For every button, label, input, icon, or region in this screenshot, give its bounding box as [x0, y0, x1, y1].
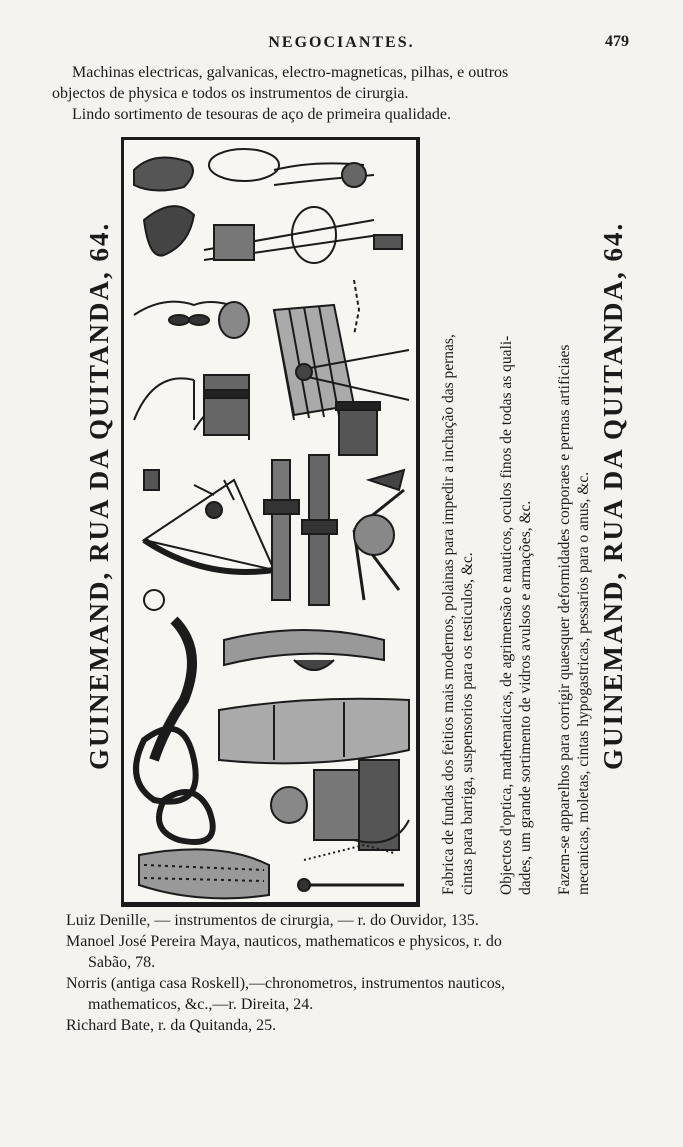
advert-desc-3: [555, 135, 595, 895]
footer-entry-2-line-a: Manoel José Pereira Maya, nauticos, mathematicos e physicos, r. do: [66, 933, 502, 950]
intro-text: [52, 62, 652, 125]
advert-desc-2-line-a: Objectos d'optica, mathematicas, de agrimensão e nauticos, oculos finos de todas as quali-: [498, 335, 515, 895]
advert-name-left: GUINEMAND, RUA DA QUITANDA, 64.: [84, 221, 114, 770]
advert-name-right: GUINEMAND, RUA DA QUITANDA, 64.: [598, 221, 628, 770]
advert-desc-1-line-b: cintas para barriga, suspensorios para os testiculos, &c.: [459, 552, 476, 895]
advert-desc-1: [439, 135, 479, 895]
footer-entry-2-line-b: Sabão, 78.: [88, 954, 156, 971]
footer-entry-3-line-a: Norris (antiga casa Roskell),—chronometros, instrumentos nauticos,: [66, 975, 506, 992]
footer-entry-3-line-b: mathematicos, &c.,—r. Direita, 24.: [88, 996, 314, 1013]
page-header-title: NEGOCIANTES.: [268, 34, 415, 51]
advert-desc-1-line-a: Fabrica de fundas dos feitios mais modernos, polainas para impedir a inchação das pernas,: [440, 334, 457, 895]
advert-desc-2: [497, 135, 537, 895]
advert-desc-3-line-a: Fazem-se apparelhos para corrigir quaesquer deformidades corporaes e pernas artificiaes: [556, 344, 573, 895]
footer-entries: [66, 910, 666, 1036]
intro-line-1: Machinas electricas, galvanicas, electro-magneticas, pilhas, e outros: [72, 64, 509, 81]
footer-entry-1: Luiz Denille, — instrumentos de cirurgia, — r. do Ouvidor, 135.: [66, 912, 479, 929]
intro-line-3: Lindo sortimento de tesouras de aço de primeira qualidade.: [72, 106, 451, 123]
instruments-illustration: [121, 137, 420, 907]
page-number: 479: [605, 33, 629, 50]
advert-desc-3-line-b: mecanicas, moletas, cintas hypogastricas, pessarios para o anus, &c.: [575, 471, 592, 895]
footer-entry-4: Richard Bate, r. da Quitanda, 25.: [66, 1017, 277, 1034]
advert-desc-2-line-b: dades, um grande sortimento de vidros avulsos e armações, &c.: [517, 500, 534, 895]
instruments-engraving: [124, 140, 416, 902]
intro-line-2: objectos de physica e todos os instrumentos de cirurgia.: [52, 85, 409, 102]
